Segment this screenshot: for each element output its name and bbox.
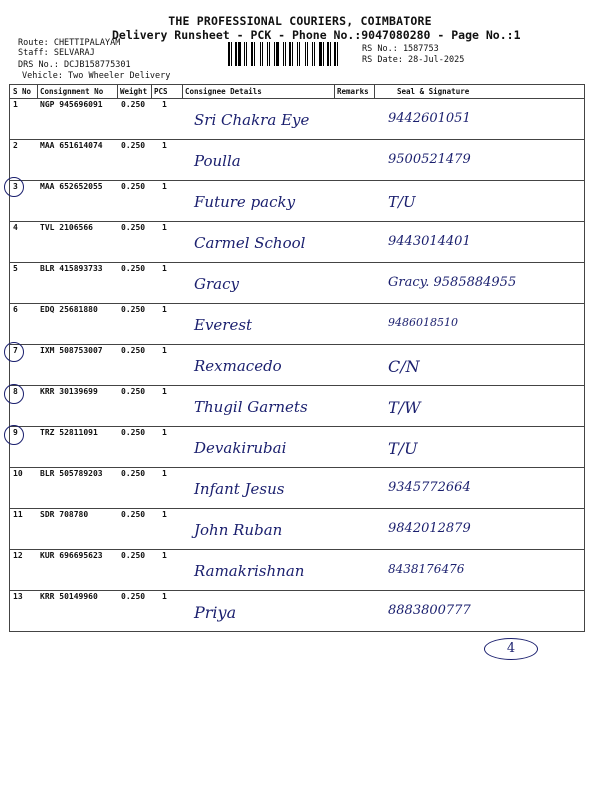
barcode-bar — [327, 42, 329, 66]
row-signature-handwritten: 9486018510 — [388, 316, 458, 329]
column-divider — [117, 85, 118, 98]
vehicle-label: Vehicle: Two Wheeler Delivery — [22, 71, 171, 81]
staff-label: Staff: SELVARAJ — [18, 48, 95, 58]
row-divider — [10, 631, 584, 632]
row-sno: 5 — [13, 264, 18, 273]
col-header-consignment: Consignment No — [40, 87, 104, 96]
barcode-bar — [307, 42, 308, 66]
barcode-bar — [244, 42, 245, 66]
barcode-bar — [319, 42, 322, 66]
circle-mark-icon — [4, 177, 24, 197]
col-header-remarks: Remarks — [337, 87, 369, 96]
row-signature-handwritten: Gracy. 9585884955 — [388, 275, 517, 290]
row-consignment-no: SDR 708780 — [40, 510, 89, 519]
barcode-bar — [299, 42, 300, 66]
row-pcs: 1 — [162, 510, 167, 519]
row-weight: 0.250 — [121, 469, 146, 478]
row-divider — [10, 467, 584, 468]
barcode-bar — [316, 42, 318, 66]
barcode-bar — [289, 42, 291, 66]
barcode-bar — [314, 42, 315, 66]
row-divider — [10, 508, 584, 509]
row-weight: 0.250 — [121, 428, 146, 437]
row-signature-handwritten: 9442601051 — [388, 111, 471, 126]
row-consignment-no: MAA 652652055 — [40, 182, 103, 191]
circle-mark-icon — [4, 342, 24, 362]
barcode-bar — [292, 42, 293, 66]
barcode-bar — [339, 42, 340, 66]
column-divider — [37, 85, 38, 98]
row-signature-handwritten: T/U — [388, 193, 416, 211]
barcode-bar — [309, 42, 311, 66]
row-consignment-no: KRR 50149960 — [40, 592, 98, 601]
barcode-bar — [254, 42, 255, 66]
row-consignee-handwritten: Thugil Garnets — [194, 398, 308, 416]
rs-number: RS No.: 1587753 — [362, 44, 439, 54]
row-divider — [10, 262, 584, 263]
row-weight: 0.250 — [121, 387, 146, 396]
barcode-bar — [235, 42, 237, 66]
circle-mark-icon — [4, 384, 24, 404]
row-consignment-no: KRR 30139699 — [40, 387, 98, 396]
col-header-consignee: Consignee Details — [185, 87, 262, 96]
row-signature-handwritten: T/U — [388, 439, 418, 458]
barcode-bar — [334, 42, 336, 66]
column-divider — [151, 85, 152, 98]
barcode-bar — [228, 42, 230, 66]
row-pcs: 1 — [162, 141, 167, 150]
barcode-bar — [260, 42, 261, 66]
col-header-sno: S No — [13, 87, 32, 96]
row-consignment-no: BLR 415893733 — [40, 264, 103, 273]
row-consignee-handwritten: John Ruban — [194, 521, 283, 539]
barcode-bar — [305, 42, 306, 66]
row-consignment-no: TVL 2106566 — [40, 223, 93, 232]
row-signature-handwritten: C/N — [388, 357, 420, 376]
col-header-pcs: PCS — [154, 87, 168, 96]
row-pcs: 1 — [162, 469, 167, 478]
row-consignee-handwritten: Carmel School — [194, 234, 306, 252]
row-weight: 0.250 — [121, 551, 146, 560]
row-consignment-no: EDQ 25681880 — [40, 305, 98, 314]
row-consignee-handwritten: Ramakrishnan — [194, 562, 305, 580]
row-sno: 6 — [13, 305, 18, 314]
row-pcs: 1 — [162, 305, 167, 314]
row-pcs: 1 — [162, 592, 167, 601]
barcode-bar — [325, 42, 326, 66]
barcode-bar — [274, 42, 275, 66]
barcode-bar — [233, 42, 234, 66]
barcode-icon — [228, 42, 352, 66]
row-consignee-handwritten: Everest — [194, 316, 253, 334]
row-consignee-handwritten: Infant Jesus — [194, 480, 285, 498]
row-consignee-handwritten: Devakirubai — [194, 439, 287, 457]
row-consignee-handwritten: Rexmacedo — [194, 357, 282, 375]
row-consignment-no: IXM 508753007 — [40, 346, 103, 355]
row-consignment-no: BLR 505789203 — [40, 469, 103, 478]
runsheet-table — [9, 84, 585, 632]
barcode-bar — [248, 42, 250, 66]
row-sno: 2 — [13, 141, 18, 150]
barcode-bar — [264, 42, 266, 66]
row-divider — [10, 303, 584, 304]
row-sno: 4 — [13, 223, 18, 232]
barcode-bar — [238, 42, 241, 66]
row-sno: 3 — [13, 182, 18, 191]
row-consignment-no: TRZ 52811091 — [40, 428, 98, 437]
barcode-bar — [251, 42, 253, 66]
barcode-bar — [267, 42, 268, 66]
barcode-bar — [332, 42, 333, 66]
row-consignee-handwritten: Sri Chakra Eye — [194, 111, 310, 129]
row-sno: 11 — [13, 510, 23, 519]
barcode-bar — [276, 42, 279, 66]
row-signature-handwritten: 9345772664 — [388, 480, 471, 495]
row-divider — [10, 139, 584, 140]
row-pcs: 1 — [162, 428, 167, 437]
barcode-bar — [256, 42, 259, 66]
row-weight: 0.250 — [121, 100, 146, 109]
column-divider — [182, 85, 183, 98]
barcode-bar — [231, 42, 232, 66]
row-pcs: 1 — [162, 182, 167, 191]
rs-date: RS Date: 28-Jul-2025 — [362, 55, 465, 65]
row-weight: 0.250 — [121, 182, 146, 191]
row-divider — [10, 221, 584, 222]
barcode-bar — [323, 42, 324, 66]
row-divider — [10, 180, 584, 181]
row-consignment-no: KUR 696695623 — [40, 551, 103, 560]
barcode-bar — [280, 42, 282, 66]
barcode-bar — [312, 42, 313, 66]
row-signature-handwritten: 8438176476 — [388, 562, 465, 576]
row-consignment-no: NGP 945696091 — [40, 100, 103, 109]
route-label: Route: CHETTIPALAYAM — [18, 38, 121, 48]
barcode-bar — [262, 42, 263, 66]
row-pcs: 1 — [162, 346, 167, 355]
col-header-weight: Weight — [120, 87, 148, 96]
row-sno: 12 — [13, 551, 23, 560]
row-weight: 0.250 — [121, 305, 146, 314]
row-pcs: 1 — [162, 387, 167, 396]
row-divider — [10, 549, 584, 550]
row-sno: 8 — [13, 387, 18, 396]
row-pcs: 1 — [162, 100, 167, 109]
row-signature-handwritten: T/W — [388, 398, 421, 417]
row-sno: 1 — [13, 100, 18, 109]
page-marker: 4 — [484, 638, 538, 660]
barcode-bar — [337, 42, 338, 66]
barcode-bar — [283, 42, 284, 66]
row-consignee-handwritten: Future packy — [194, 193, 296, 211]
barcode-bar — [269, 42, 270, 66]
row-consignee-handwritten: Gracy — [194, 275, 239, 293]
barcode-bar — [271, 42, 273, 66]
barcode-bar — [294, 42, 296, 66]
row-signature-handwritten: 9500521479 — [388, 152, 471, 167]
barcode-bar — [287, 42, 288, 66]
row-sno: 13 — [13, 592, 23, 601]
row-consignee-handwritten: Poulla — [194, 152, 241, 170]
row-sno: 10 — [13, 469, 23, 478]
row-signature-handwritten: 8883800777 — [388, 603, 471, 618]
barcode-bar — [246, 42, 247, 66]
column-divider — [374, 85, 375, 98]
row-consignment-no: MAA 651614074 — [40, 141, 103, 150]
row-weight: 0.250 — [121, 141, 146, 150]
row-weight: 0.250 — [121, 264, 146, 273]
column-divider — [334, 85, 335, 98]
row-sno: 7 — [13, 346, 18, 355]
circle-mark-icon — [4, 425, 24, 445]
row-divider — [10, 426, 584, 427]
barcode-bar — [297, 42, 298, 66]
row-weight: 0.250 — [121, 223, 146, 232]
row-divider — [10, 344, 584, 345]
header-divider — [10, 98, 584, 99]
row-weight: 0.250 — [121, 510, 146, 519]
row-divider — [10, 590, 584, 591]
drs-number: DRS No.: DCJB158775301 — [18, 60, 131, 70]
row-weight: 0.250 — [121, 346, 146, 355]
row-signature-handwritten: 9842012879 — [388, 521, 471, 536]
row-pcs: 1 — [162, 264, 167, 273]
row-divider — [10, 385, 584, 386]
runsheet-title: Delivery Runsheet - PCK - Phone No.:9047080280 - Page No.:1 — [112, 28, 521, 42]
row-pcs: 1 — [162, 223, 167, 232]
barcode-bar — [285, 42, 286, 66]
barcode-bar — [330, 42, 331, 66]
company-title: THE PROFESSIONAL COURIERS, COIMBATORE — [168, 14, 432, 28]
col-header-seal: Seal & Signature — [397, 87, 470, 96]
row-signature-handwritten: 9443014401 — [388, 234, 471, 249]
row-sno: 9 — [13, 428, 18, 437]
row-weight: 0.250 — [121, 592, 146, 601]
barcode-bar — [301, 42, 304, 66]
barcode-bar — [242, 42, 243, 66]
row-pcs: 1 — [162, 551, 167, 560]
row-consignee-handwritten: Priya — [194, 603, 237, 622]
